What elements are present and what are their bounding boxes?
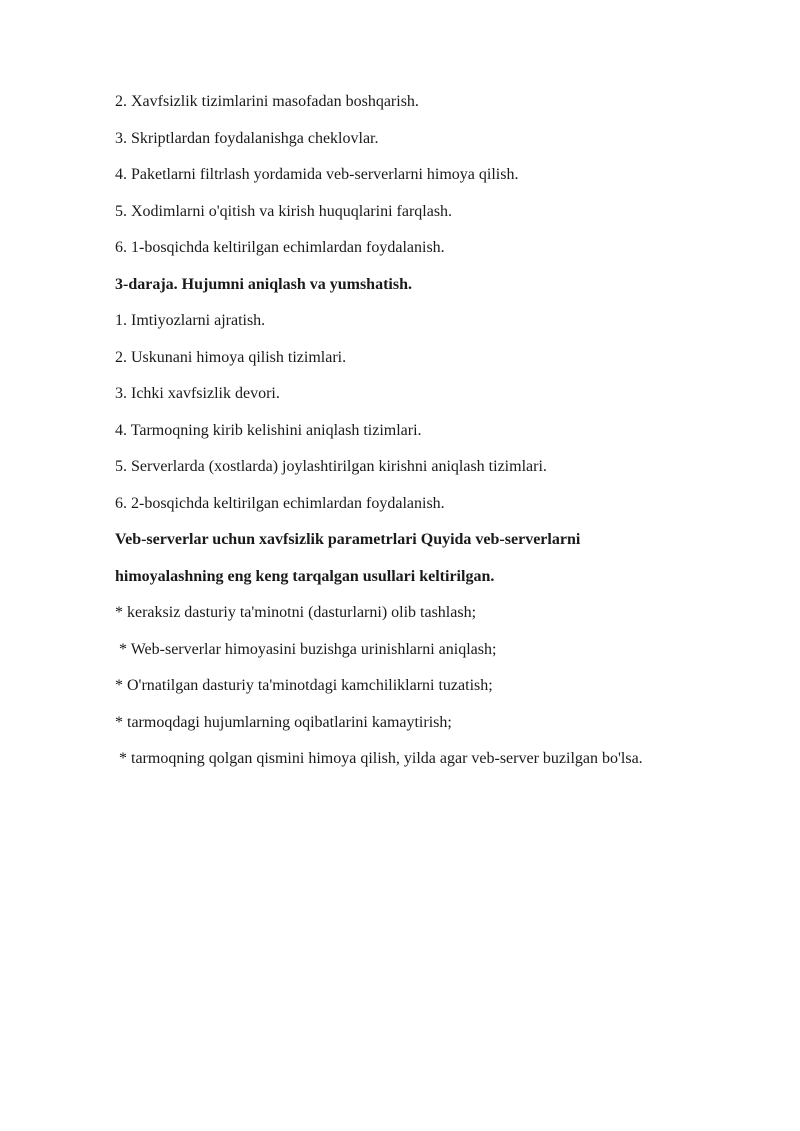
list-item: 2. Uskunani himoya qilish tizimlari. <box>115 348 347 366</box>
bullet-item: * tarmoqdagi hujumlarning oqibatlarini kamaytirish; <box>115 713 452 731</box>
bullet-item: * tarmoqning qolgan qismini himoya qilish, yilda agar veb-server buzilgan bo'lsa. <box>115 750 643 767</box>
bullet-item: * Web-serverlar himoyasini buzishga urinishlarni aniqlash; <box>115 640 497 658</box>
list-item: 4. Tarmoqning kirib kelishini aniqlash tizimlari. <box>115 421 422 439</box>
list-item: 6. 1-bosqichda keltirilgan echimlardan foydalanish. <box>115 239 445 256</box>
list-item: 5. Serverlarda (xostlarda) joylashtirilgan kirishni aniqlash tizimlari. <box>115 458 547 475</box>
list-item: 6. 2-bosqichda keltirilgan echimlardan foydalanish. <box>115 494 445 512</box>
section-heading-line-1: Veb-serverlar uchun xavfsizlik parametrlari Quyida veb-serverlarni <box>115 531 581 548</box>
list-item: 5. Xodimlarni o'qitish va kirish huquqlarini farqlash. <box>115 202 453 220</box>
list-item: 3. Ichki xavfsizlik devori. <box>115 385 280 402</box>
list-item: 4. Paketlarni filtrlash yordamida veb-serverlarni himoya qilish. <box>115 166 519 183</box>
list-item: 3. Skriptlardan foydalanishga cheklovlar. <box>115 129 379 147</box>
section-heading-level3: 3-daraja. Hujumni aniqlash va yumshatish. <box>115 275 412 293</box>
section-heading-line-2: himoyalashning eng keng tarqalgan usullari keltirilgan. <box>115 567 495 585</box>
bullet-item: * O'rnatilgan dasturiy ta'minotdagi kamchiliklarni tuzatish; <box>115 677 493 694</box>
document-body <box>115 88 775 782</box>
bullet-item: * keraksiz dasturiy ta'minotni (dasturlarni) olib tashlash; <box>115 604 477 621</box>
list-item: 2. Xavfsizlik tizimlarini masofadan boshqarish. <box>115 93 419 110</box>
list-item: 1. Imtiyozlarni ajratish. <box>115 312 266 329</box>
